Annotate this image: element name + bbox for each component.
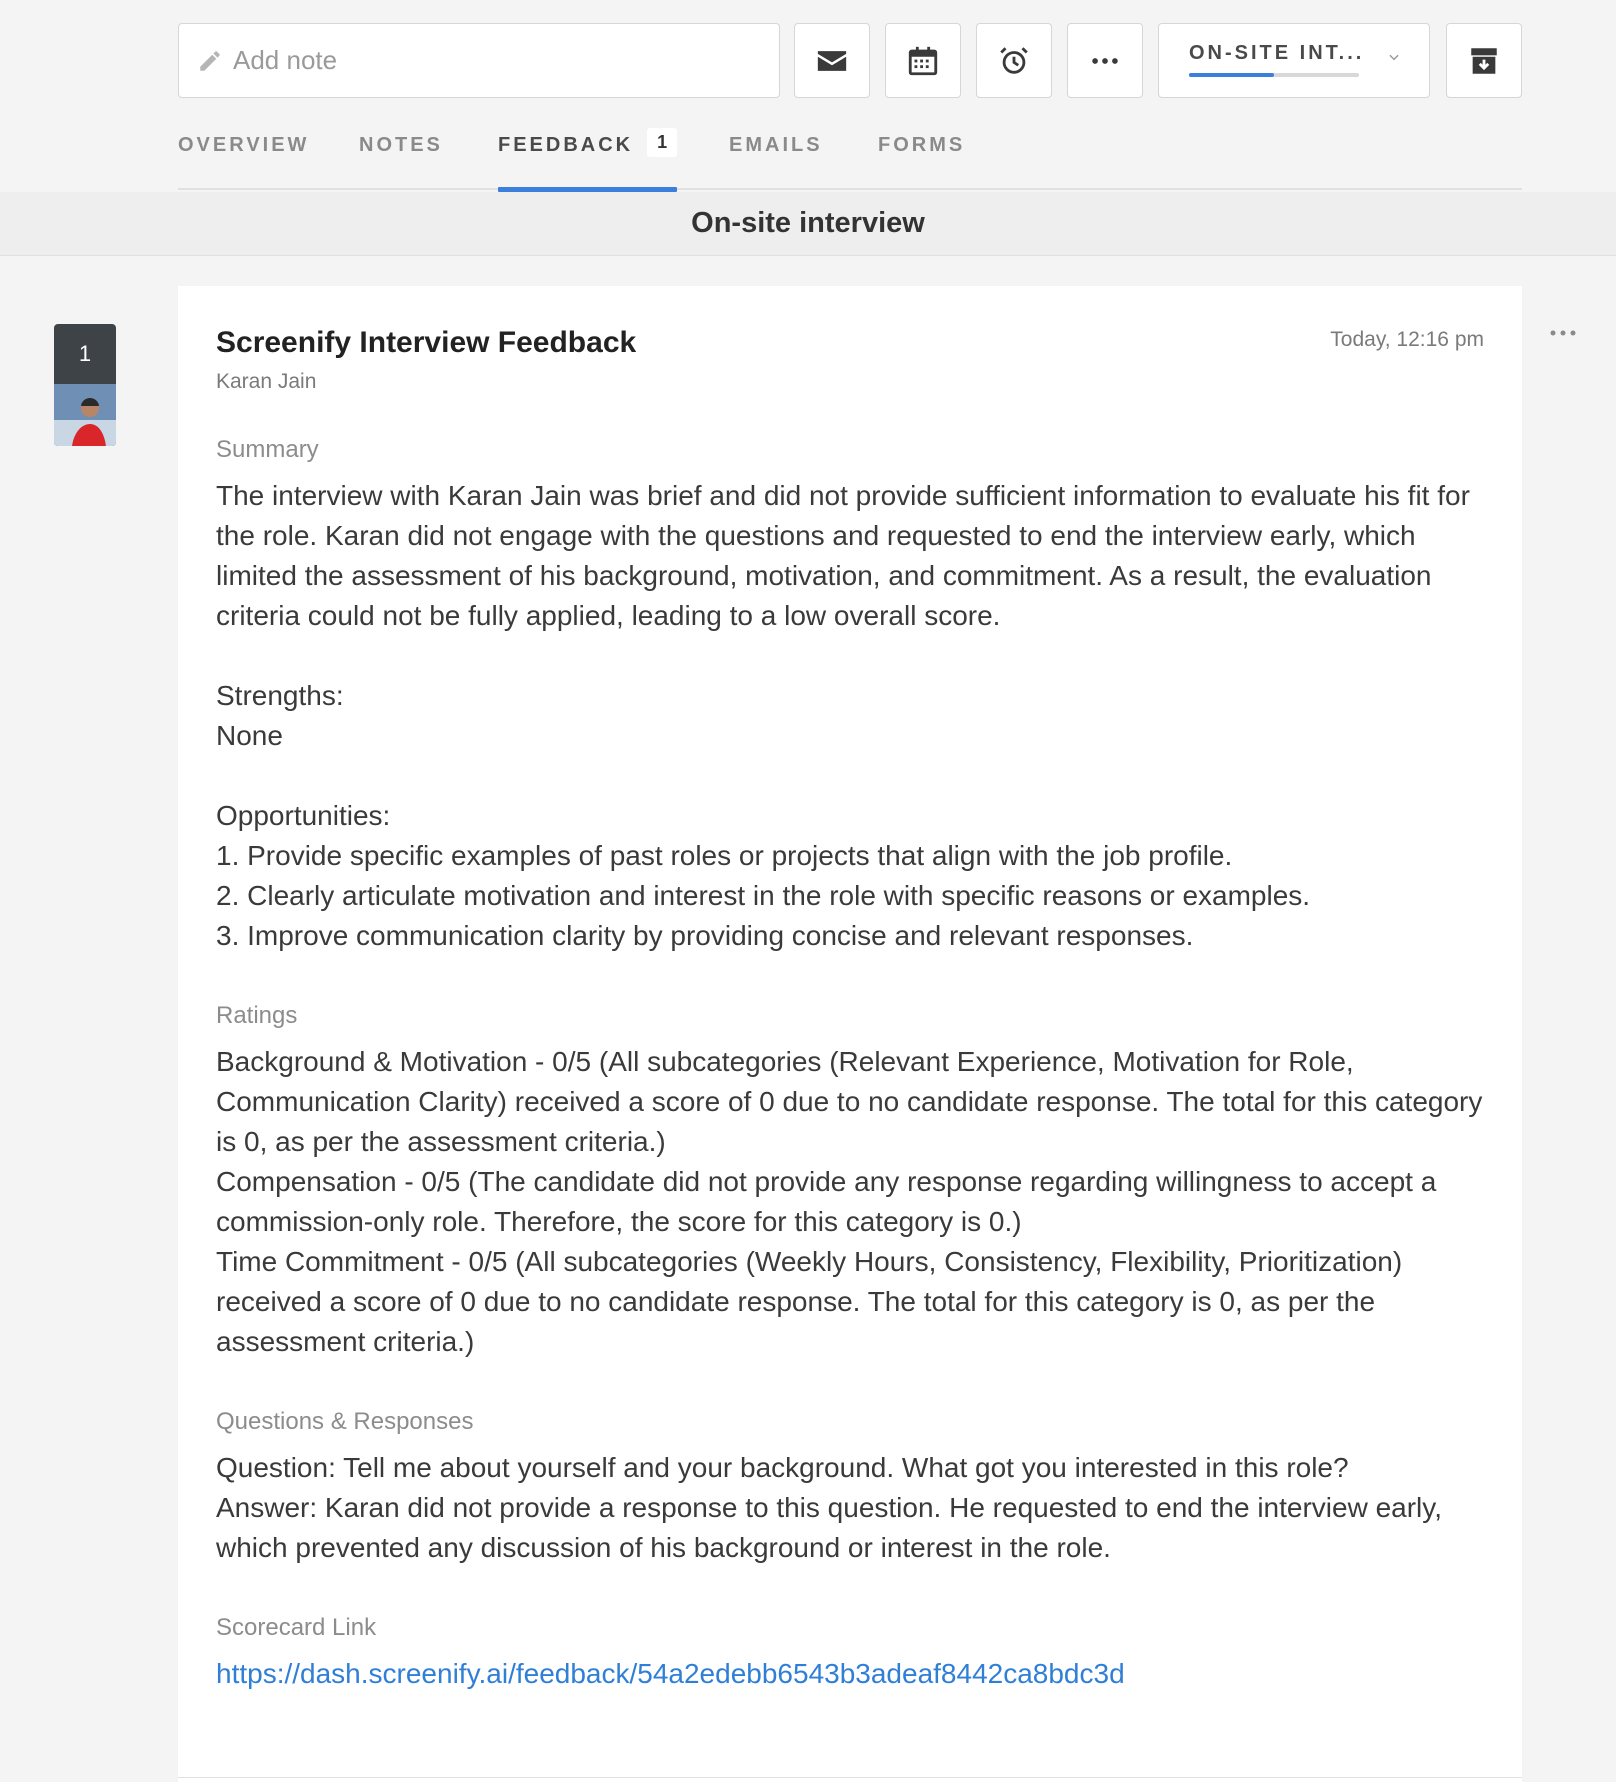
feedback-content: [216, 436, 1484, 1740]
toolbar: [178, 23, 1522, 98]
summary-text: The interview with Karan Jain was brief and did not provide sufficient information to evaluate his fit for the role. Karan did not engage with the questions and requested to end the interview early, which limited the assessment of his background, motivation, and commitment. As a result, the evaluation criteria could not be fully applied, leading to a low overall score. Strengths: None Opportunities: 1. Provide specific examples of past roles or projects that align with the job profile. 2. Clearly articulate motivation and interest in the role with specific reasons or examples. 3. Improve communication clarity by providing concise and relevant responses.: [216, 480, 1470, 951]
reminder-button[interactable]: [976, 23, 1052, 98]
divider: [178, 1777, 1522, 1778]
pencil-icon: [197, 48, 223, 74]
scorecard-section: [216, 1614, 1484, 1694]
tab-label: OVERVIEW: [178, 134, 310, 156]
summary-section: [216, 436, 1484, 956]
feedback-avatar[interactable]: [54, 324, 116, 446]
add-note-field[interactable]: [178, 23, 780, 98]
profile-tabs: [178, 120, 1522, 190]
card-more-icon[interactable]: [1546, 326, 1580, 340]
archive-button[interactable]: [1446, 23, 1522, 98]
chevron-down-icon: [1387, 50, 1401, 64]
ratings-label: Ratings: [216, 1002, 298, 1029]
envelope-icon: [815, 44, 849, 78]
feedback-timestamp: Today, 12:16 pm: [1330, 328, 1484, 351]
qa-section: [216, 1408, 1484, 1568]
scorecard-label: Scorecard Link: [216, 1614, 377, 1641]
calendar-button[interactable]: [885, 23, 961, 98]
avatar: [54, 384, 116, 446]
qa-label: Questions & Responses: [216, 1408, 474, 1435]
tab-overview[interactable]: [178, 134, 309, 190]
section-title: On-site interview: [0, 192, 1616, 256]
stage-progress-fill: [1189, 73, 1274, 77]
ellipsis-icon: [1088, 44, 1122, 78]
add-note-input[interactable]: [233, 45, 733, 76]
stage-progress-bar: [1189, 73, 1359, 77]
alarm-clock-icon: [997, 44, 1031, 78]
avatar-number: 1: [78, 341, 92, 366]
feedback-card: [178, 286, 1522, 1782]
tab-label: FORMS: [878, 134, 966, 156]
ratings-section: [216, 1002, 1484, 1362]
qa-text: Question: Tell me about yourself and your background. What got you interested in this role? Answer: Karan did not provide a response to this question. He requested to end the interview early, which prevented any discussion of his background or interest in the role.: [216, 1452, 1442, 1563]
summary-label: Summary: [216, 436, 319, 463]
email-button[interactable]: [794, 23, 870, 98]
calendar-icon: [906, 44, 940, 78]
tab-notes[interactable]: [359, 134, 443, 190]
tab-feedback[interactable]: [498, 134, 677, 190]
feedback-title: Screenify Interview Feedback: [216, 326, 637, 359]
tab-label: FEEDBACK: [498, 134, 634, 156]
tab-forms[interactable]: [878, 134, 965, 190]
feedback-count-badge: 1: [647, 128, 677, 157]
scorecard-link[interactable]: https://dash.screenify.ai/feedback/54a2edebb6543b3adeaf8442ca8bdc3d: [216, 1658, 1125, 1689]
stage-dropdown[interactable]: [1158, 23, 1430, 98]
feedback-author: Karan Jain: [216, 370, 317, 393]
tab-emails[interactable]: [729, 134, 823, 190]
stage-label: ON-SITE INT...: [1189, 42, 1365, 64]
tab-label: EMAILS: [729, 134, 823, 156]
ratings-text: Background & Motivation - 0/5 (All subcategories (Relevant Experience, Motivation for Role, Communication Clarity) received a score of 0 due to no candidate response. The total for this category is 0, as per the assessment criteria.) Compensation - 0/5 (The candidate did not provide any response regarding willingness to accept a commission-only role. Therefore, the score for this category is 0.) Time Commitment - 0/5 (All subcategories (Weekly Hours, Consistency, Flexibility, Prioritization) received a score of 0 due to no candidate response. The total for this category is 0, as per the assessment criteria.): [216, 1046, 1483, 1357]
tab-label: NOTES: [359, 134, 443, 156]
archive-box-icon: [1467, 44, 1501, 78]
more-button[interactable]: [1067, 23, 1143, 98]
